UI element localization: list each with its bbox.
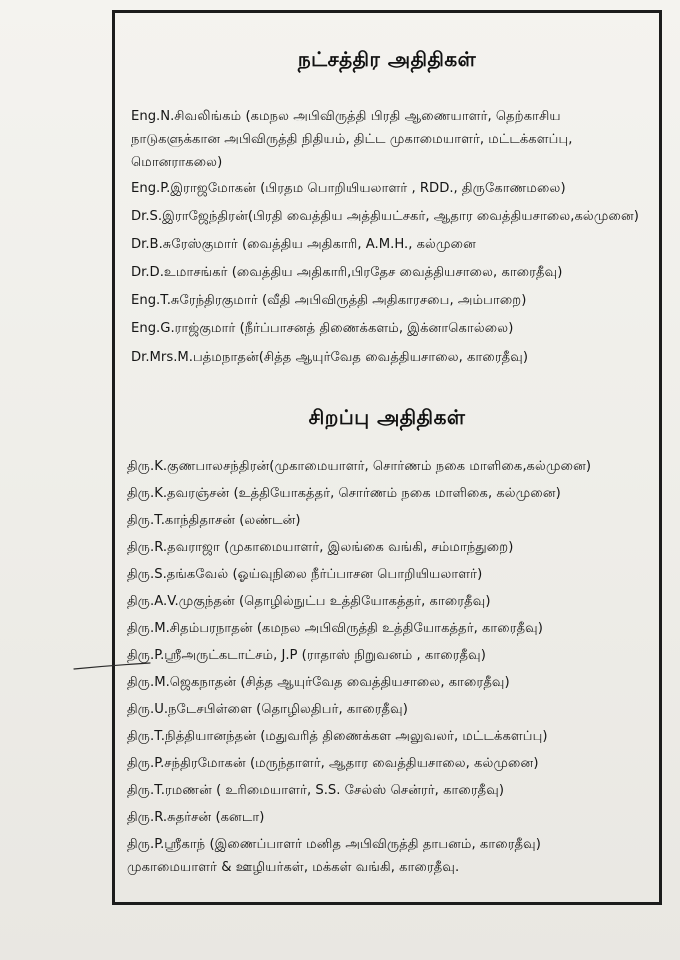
- special-guest-entry-line: முகாமையாளர் & ஊழியர்கள், மக்கள் வங்கி, காரைதீவு.: [127, 860, 460, 875]
- special-guest-entry: திரு.A.V.முகுந்தன் (தொழில்நுட்ப உத்தியோகத்தர், காரைதீவு): [127, 594, 491, 609]
- chief-guest-entry: Eng.G.ராஜ்குமார் (நீர்ப்பாசனத் திணைக்களம், இக்னாகொல்லை): [131, 321, 514, 336]
- chief-guest-entry: Eng.T.சுரேந்திரகுமார் (வீதி அபிவிருத்தி அதிகாரசபை, அம்பாறை): [131, 293, 527, 308]
- special-guest-entry: திரு.K.குணபாலசந்திரன்(முகாமையாளர், சொர்ணம் நகை மாளிகை,கல்முனை): [127, 459, 591, 474]
- chief-guest-entry: Dr.S.இராஜேந்திரன்(பிரதி வைத்திய அத்தியட்சகர், ஆதார வைத்தியசாலை,கல்முனை): [131, 209, 639, 224]
- special-guest-entry: திரு.U.நடேசபிள்ளை (தொழிலதிபர், காரைதீவு): [127, 702, 408, 717]
- chief-guest-entry-line: Eng.N.சிவலிங்கம் (கமநல அபிவிருத்தி பிரதி ஆணையாளர், தெற்காசிய: [131, 109, 561, 124]
- special-guest-entry: திரு.K.தவரஞ்சன் (உத்தியோகத்தர், சொர்ணம் நகை மாளிகை, கல்முனை): [127, 486, 561, 501]
- special-guests-heading: சிறப்பு அதிதிகள்: [308, 405, 466, 429]
- special-guest-entry: திரு.M.சிதம்பரநாதன் (கமநல அபிவிருத்தி உத்தியோகத்தர், காரைதீவு): [127, 621, 543, 636]
- chief-guest-entry: Eng.P.இராஜமோகன் (பிரதம பொறியியலாளர் , RDD., திருகோணமலை): [131, 181, 566, 196]
- special-guest-entry: திரு.T.காந்திதாசன் (லண்டன்): [127, 513, 301, 528]
- special-guest-entry: திரு.P.சந்திரமோகன் (மருந்தாளர், ஆதார வைத்தியசாலை, கல்முனை): [127, 756, 539, 771]
- chief-guest-entry-line: நாடுகளுக்கான அபிவிருத்தி நிதியம், திட்ட முகாமையாளர், மட்டக்களப்பு,: [131, 132, 573, 147]
- page-border-frame: [112, 10, 662, 905]
- pen-mark-stroke: [72, 660, 152, 672]
- chief-guest-entry: Dr.B.சுரேஸ்குமார் (வைத்திய அதிகாரி, A.M.H., கல்முனை: [131, 237, 476, 252]
- special-guest-entry: [127, 833, 662, 879]
- special-guest-entry: திரு.S.தங்கவேல் (ஓய்வுநிலை நீர்ப்பாசன பொறியியலாளர்): [127, 567, 483, 582]
- chief-guest-entry: [131, 105, 661, 174]
- special-guest-entry: திரு.T.ரமணன் ( உரிமையாளர், S.S. சேல்ஸ் சென்ரர், காரைதீவு): [127, 783, 505, 798]
- chief-guest-entry: Dr.D.உமாசங்கர் (வைத்திய அதிகாரி,பிரதேச வைத்தியசாலை, காரைதீவு): [131, 265, 563, 280]
- special-guest-entry: திரு.R.சுதர்சன் (கனடா): [127, 810, 265, 825]
- special-guest-entry: திரு.P.ஸ்ரீஅருட்கடாட்சம், J.P (ராதாஸ் நிறுவனம் , காரைதீவு): [127, 648, 486, 663]
- special-guest-entry-line: திரு.P.ஸ்ரீகாந் (இணைப்பாளர் மனித அபிவிருத்தி தாபனம், காரைதீவு): [127, 837, 541, 852]
- special-guest-entry: திரு.M.ஜெகநாதன் (சித்த ஆயுர்வேத வைத்தியசாலை, காரைதீவு): [127, 675, 510, 690]
- chief-guest-entry: Dr.Mrs.M.பத்மநாதன்(சித்த ஆயுர்வேத வைத்தியசாலை, காரைதீவு): [131, 350, 528, 365]
- chief-guests-heading: நட்சத்திர அதிதிகள்: [297, 47, 477, 71]
- special-guest-entry: திரு.R.தவராஜா (முகாமையாளர், இலங்கை வங்கி, சம்மாந்துறை): [127, 540, 514, 555]
- special-guest-entry: திரு.T.நித்தியானந்தன் (மதுவரித் திணைக்கள அலுவலர், மட்டக்களப்பு): [127, 729, 548, 744]
- chief-guest-entry-line: மொனராகலை): [131, 155, 223, 170]
